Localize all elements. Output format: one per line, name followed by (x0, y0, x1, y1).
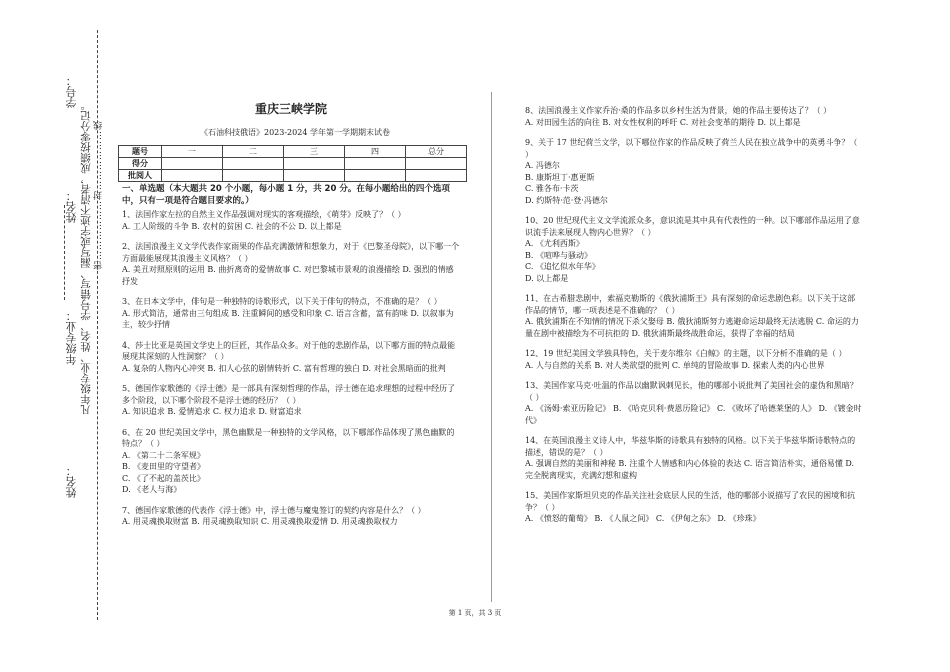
score-cell[interactable] (284, 158, 345, 170)
section-heading: 一、单选题（本大题共 20 个小题，每小题 1 分，共 20 分。在每小题给出的四个选项中，只有一项是符合题目要求的。） (122, 184, 450, 206)
question-stem: 2、法国浪漫主义文学代表作家雨果的作品充满激情和想象力，对于《巴黎圣母院》，以下哪一个方面最能展现其浪漫主义风格？（ ） (122, 242, 460, 263)
question-item (525, 348, 863, 371)
question-item (122, 296, 460, 331)
score-cell[interactable] (223, 158, 284, 170)
question-options: B. 《喧哗与骚动》 (525, 250, 592, 260)
score-cell[interactable] (406, 158, 467, 170)
question-options: A. 冯德尔 (525, 161, 560, 170)
school-label: 姓名： (65, 465, 78, 498)
question-options: D. 以上都是 (525, 273, 569, 283)
seal-dashed-line (97, 30, 98, 620)
question-options: A. 形式简洁，通常由三句组成 B. 注重瞬间的感受和印象 C. 语言含蓄，富有韵味 D. 以叙事为主，较少抒情 (122, 308, 454, 329)
question-stem: 5、德国作家歌德的《浮士德》是一部具有深刻哲理的作品，浮士德在追求理想的过程中经历了多个阶段，以下哪个阶段不是浮士德的经历？（ ） (122, 384, 456, 405)
question-options: C. 雅各布·卡茨 (525, 184, 579, 193)
question-item (122, 427, 460, 496)
question-item (122, 340, 460, 375)
question-options: A. 工人阶级的斗争 B. 农村的贫困 C. 社会的不公 D. 以上都是 (122, 221, 342, 231)
question-stem: 15、美国作家斯坦贝克的作品关注社会底层人民的生活，他的哪部小说描写了农民的困境和抗争？（ ） (525, 491, 856, 512)
question-item (525, 137, 863, 206)
question-item (525, 105, 863, 128)
score-cell[interactable] (345, 158, 406, 170)
question-options: D. 《老人与海》 (122, 485, 182, 494)
question-stem: 13、美国作家马克·吐温的作品以幽默讽刺见长，他的哪部小说批判了美国社会的虚伪和黑暗？（ ） (525, 381, 858, 402)
question-stem: 11、在古希腊悲剧中，索福克勒斯的《俄狄浦斯王》具有深刻的命运悲剧色彩。以下关于这部作品的情节，哪一项表述是不准确的？（ ） (525, 294, 856, 315)
page-title: 重庆三峡学院 (255, 102, 328, 116)
question-options: A. 知识追求 B. 爱情追求 C. 权力追求 D. 财富追求 (122, 407, 302, 416)
question-options: B. 康斯坦丁·惠更斯 (525, 172, 595, 182)
question-options: A. 俄狄浦斯在不知情的情况下杀父娶母 B. 俄狄浦斯努力逃避命运却最终无法逃脱 C. 命运的力量在剧中被描绘为不可抗拒的 D. 俄狄浦斯最终战胜命运，获得了幸福的结局 (525, 317, 859, 338)
question-stem: 9、关于 17 世纪荷兰文学，以下哪位作家的作品反映了荷兰人民在独立战争中的英勇斗争？（ ） (525, 138, 858, 159)
grade-major-label: 年级专业： (65, 310, 78, 365)
reviewer-cell[interactable] (162, 170, 223, 182)
question-options: A. 美丑对照原则的运用 B. 曲折离奇的爱情故事 C. 对巴黎城市景观的浪漫描绘 D. 强烈的情感抒发 (122, 265, 454, 286)
question-stem: 10、20 世纪现代主义文学流派众多，意识流是其中具有代表性的一种。以下哪部作品运用了意识流手法来展现人物内心世界？（ ） (525, 216, 860, 237)
question-options: A. 《汤姆·索亚历险记》 B. 《哈克贝利·费恩历险记》 C. 《败坏了哈德莱堡的人》 D. 《镀金时代》 (525, 404, 862, 425)
table-header-cell: 题号 (119, 146, 162, 158)
question-item (122, 383, 460, 418)
question-stem: 6、在 20 世纪美国文学中，黑色幽默是一种独特的文学风格，以下哪部作品体现了黑色幽默的特点？（ ） (122, 427, 455, 448)
table-header-cell: 二 (223, 146, 284, 158)
question-options: A. 对田园生活的向往 B. 对女性权利的呼吁 C. 对社会变革的期待 D. 以上都是 (525, 117, 801, 127)
score-cell[interactable] (162, 158, 223, 170)
question-options: B. 《麦田里的守望者》 (122, 462, 205, 471)
reviewer-cell[interactable] (223, 170, 284, 182)
reviewer-cell[interactable] (345, 170, 406, 182)
question-options: A. 《愤怒的葡萄》 B. 《人鼠之间》 C. 《伊甸之东》 D. 《珍珠》 (525, 514, 761, 523)
question-stem: 1、法国作家左拉的自然主义作品强调对现实的客观描绘，《萌芽》反映了？（ ） (122, 210, 406, 219)
question-options: D. 约斯特·范·登·冯德尔 (525, 195, 608, 205)
question-item (525, 293, 863, 339)
question-stem: 8、法国浪漫主义作家乔治·桑的作品多以乡村生活为背景，她的作品主要传达了？（ ） (525, 106, 832, 115)
seal-line-text: 密………………封………………线 (94, 120, 104, 270)
score-row-label: 得分 (119, 158, 162, 170)
question-options: A. 用灵魂换取财富 B. 用灵魂换取知识 C. 用灵魂换取爱情 D. 用灵魂换取权力 (122, 517, 398, 526)
question-options: A. 《第二十二条军规》 (122, 450, 205, 460)
reviewer-cell[interactable] (406, 170, 467, 182)
name-label: 姓名： (65, 190, 78, 223)
right-column (525, 105, 863, 534)
table-header-cell: 一 (162, 146, 223, 158)
question-options: A. 人与自然的关系 B. 对人类欲望的批判 C. 单纯的冒险故事 D. 探索人类的内心世界 (525, 360, 825, 370)
question-options: C. 《了不起的盖茨比》 (122, 473, 205, 483)
question-item (122, 241, 460, 287)
question-options: A. 复杂的人物内心冲突 B. 扣人心弦的剧情转折 C. 富有哲理的独白 D. 对社会黑暗面的批判 (122, 363, 446, 373)
page-subtitle: 《石油科技俄语》2023-2024 学年第一学期期末试卷 (200, 128, 390, 137)
reviewer-cell[interactable] (284, 170, 345, 182)
question-stem: 7、德国作家歌德的代表作《浮士德》中，浮士德与魔鬼签订的契约内容是什么？（ ） (122, 505, 426, 515)
question-item (525, 490, 863, 525)
question-options: A. 《尤利西斯》 (525, 239, 584, 248)
column-divider (491, 92, 492, 602)
question-stem: 3、在日本文学中，俳句是一种独特的诗歌形式，以下关于俳句的特点，不准确的是？（ ） (122, 297, 442, 306)
question-stem: 4、莎士比亚是英国文学史上的巨匠，其作品众多。对于他的悲剧作品，以下哪方面的特点最能展现其深刻的人性洞察？（ ） (122, 340, 456, 361)
score-table (118, 145, 467, 182)
score-table-row (119, 170, 467, 182)
student-id-label: 学号： (65, 75, 78, 108)
notice-text: 凡年级专业、姓名、学号错写、漏写或字迹不清者，成绩按零分记。 (80, 100, 92, 415)
question-stem: 12、19 世纪美国文学独具特色，关于麦尔维尔《白鲸》的主题，以下分析不准确的是（ ） (525, 349, 847, 358)
question-stem: 14、在英国浪漫主义诗人中，华兹华斯的诗歌具有独特的风格。以下关于华兹华斯诗歌特点的描述，错误的是？（ ） (525, 436, 856, 457)
question-options: C. 《追忆似水年华》 (525, 262, 600, 271)
score-table-row (119, 158, 467, 170)
name-underline (64, 205, 65, 300)
question-item (525, 435, 863, 481)
question-item (525, 380, 863, 426)
table-header-cell: 三 (284, 146, 345, 158)
table-header-cell: 总分 (406, 146, 467, 158)
question-options: A. 强调自然的美丽和神秘 B. 注重个人情感和内心体验的表达 C. 语言简洁朴实，通俗易懂 D. 完全脱离现实，充满幻想和虚构 (525, 459, 855, 480)
question-item (525, 215, 863, 284)
table-header-cell: 四 (345, 146, 406, 158)
page-footer: 第 1 页，共 3 页 (448, 609, 502, 617)
score-table-row (119, 146, 467, 158)
left-column (122, 184, 460, 537)
reviewer-row-label: 批阅人 (119, 170, 162, 182)
question-item (122, 505, 460, 528)
question-item (122, 209, 460, 232)
